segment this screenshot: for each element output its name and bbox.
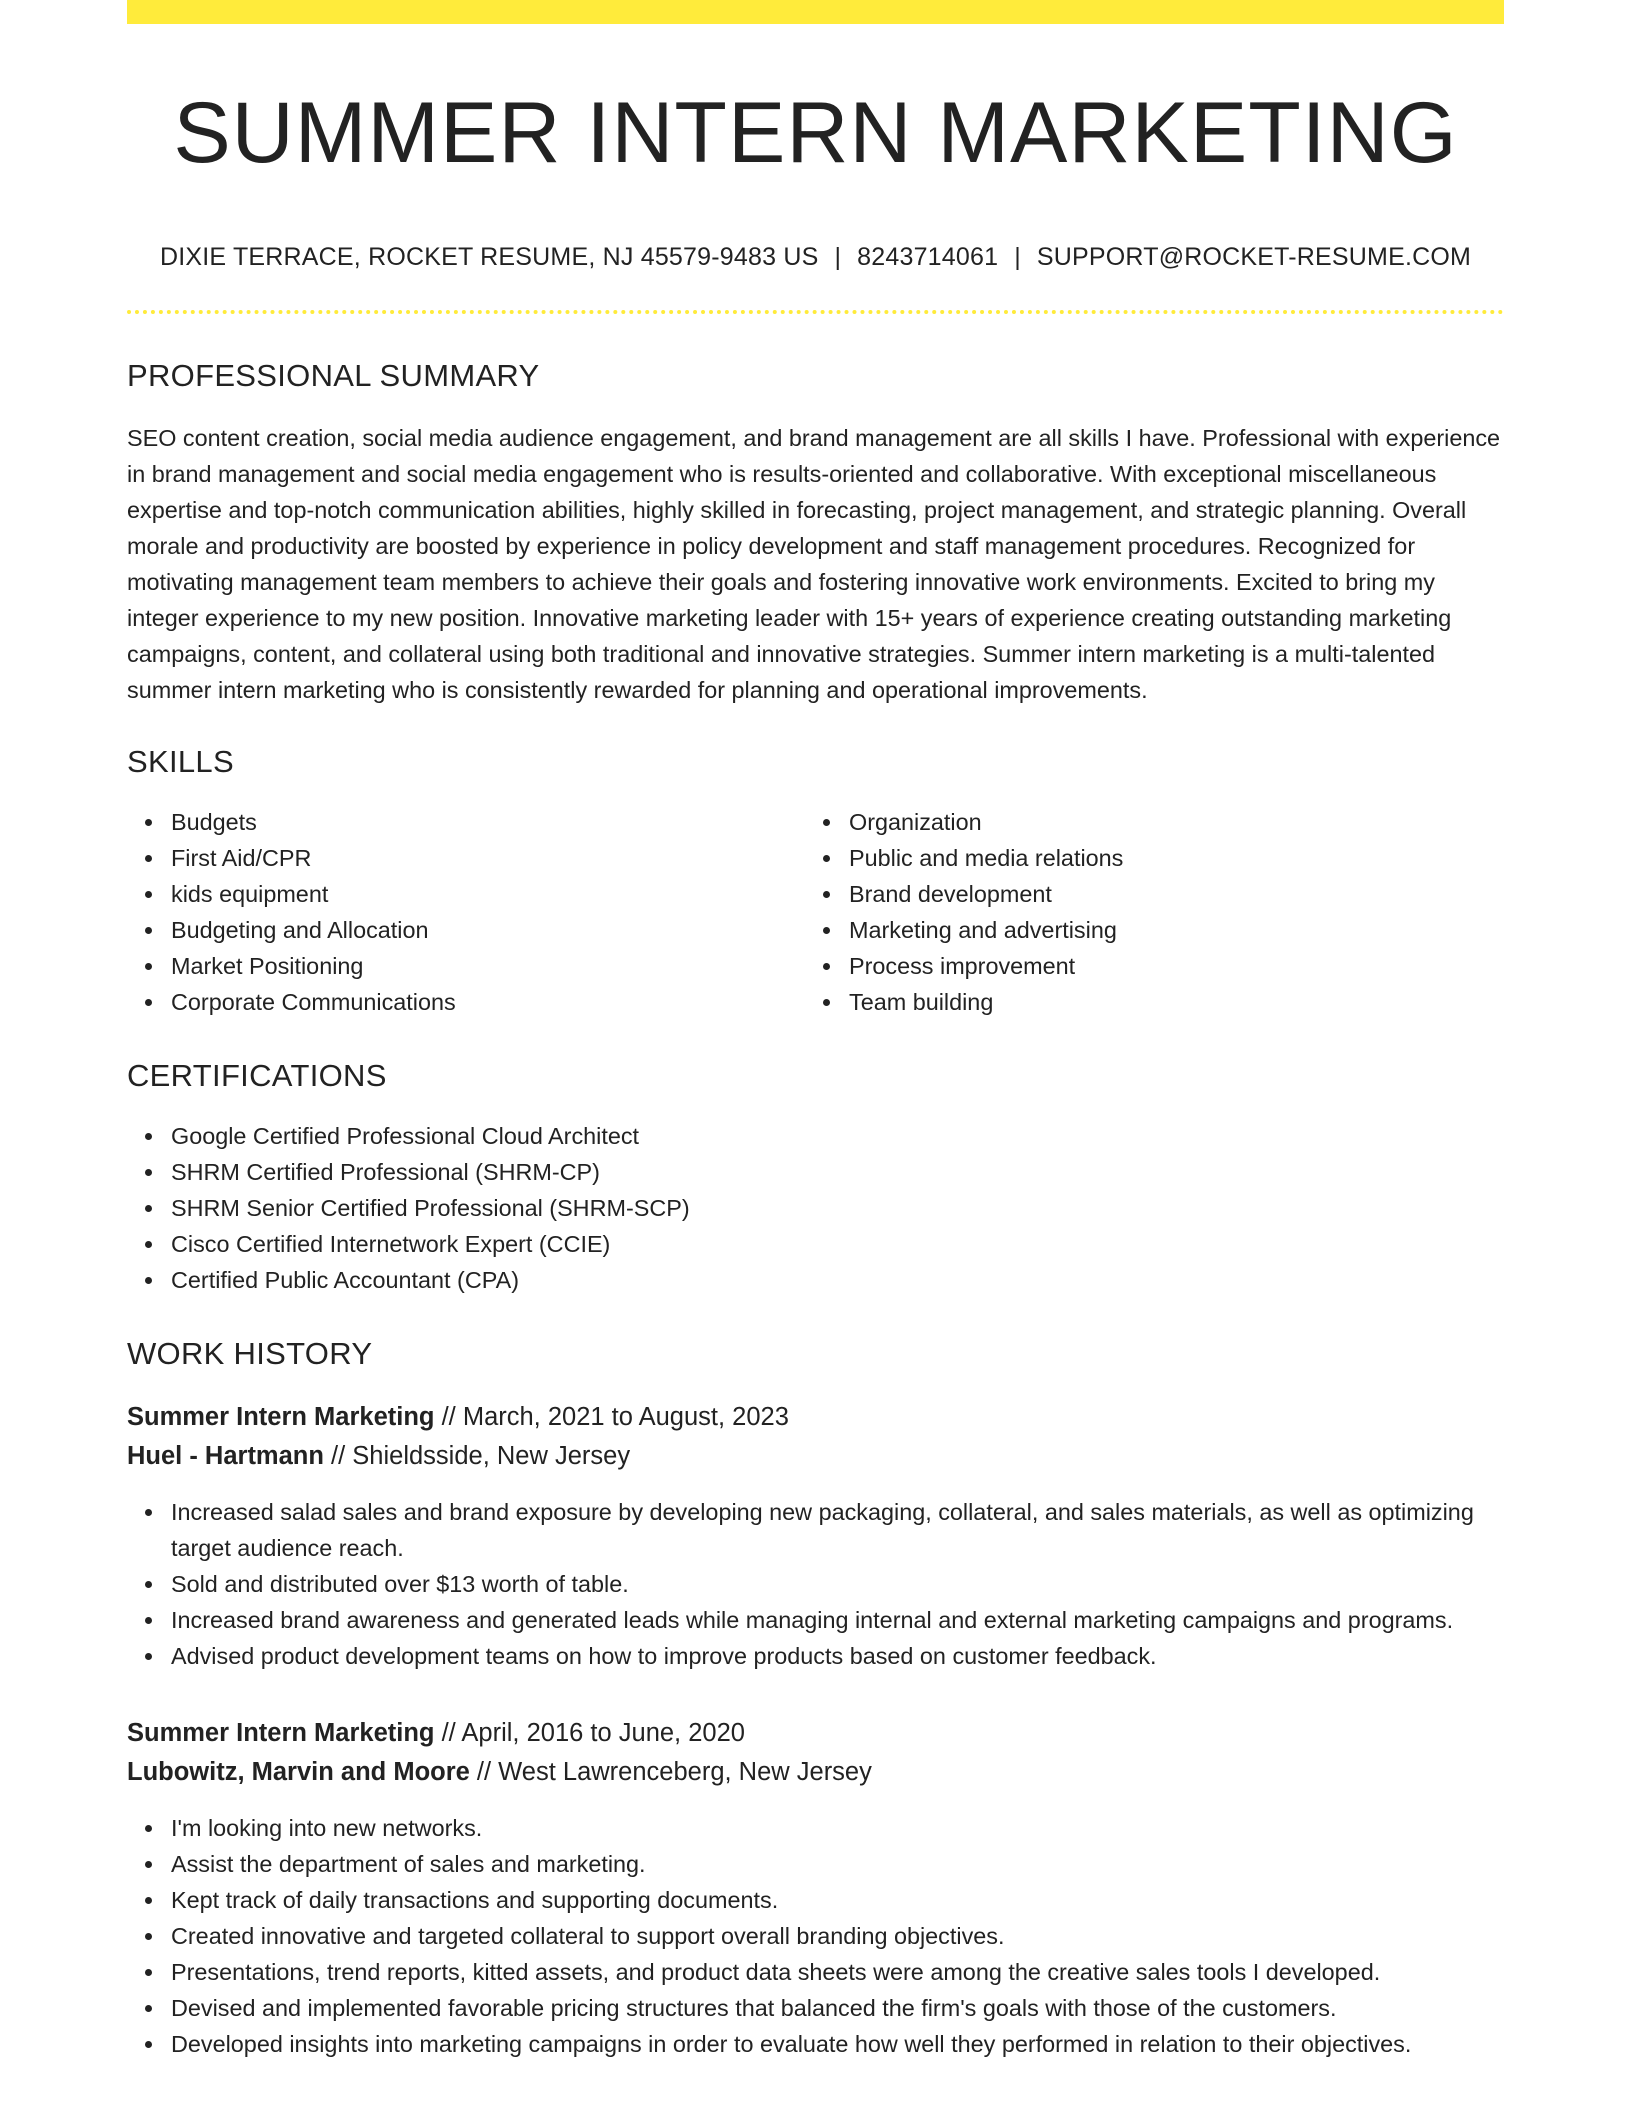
job-duty-item: I'm looking into new networks. [171,1810,1504,1846]
contact-phone: 8243714061 [857,242,999,271]
job-company: Lubowitz, Marvin and Moore [127,1757,470,1786]
job-entry [127,1398,1504,1674]
job-header [127,1714,1504,1792]
skills-column-left [127,804,805,1020]
job-role: Summer Intern Marketing [127,1402,435,1431]
candidate-name: SUMMER INTERN MARKETING [173,85,1458,181]
certification-item: SHRM Certified Professional (SHRM-CP) [171,1154,1504,1190]
summary-text: SEO content creation, social media audience engagement, and brand management are all skills I have. Professional with experience in brand management and social media engagement who is results-oriented and collaborative. With exceptional miscellaneous expertise and top-notch communication abilities, highly skilled in forecasting, project management, and strategic planning. Overall morale and productivity are boosted by experience in policy development and staff management procedures. Recognized for motivating management team members to achieve their goals and fostering innovative work environments. Excited to bring my integer experience to my new position. Innovative marketing leader with 15+ years of experience creating outstanding marketing campaigns, content, and collateral using both traditional and innovative strategies. Summer intern marketing is a multi-talented summer intern marketing who is consistently rewarded for planning and operational improvements. [127,424,1501,703]
skill-item: Marketing and advertising [849,912,1483,948]
skill-item: kids equipment [171,876,805,912]
certifications-heading: CERTIFICATIONS [127,1057,387,1093]
job-duty-item: Presentations, trend reports, kitted assets, and product data sheets were among the creative sales tools I developed. [171,1954,1504,1990]
skill-item: Market Positioning [171,948,805,984]
job-dates: // April, 2016 to June, 2020 [434,1718,745,1747]
contact-separator: | [834,242,842,271]
summary-heading: PROFESSIONAL SUMMARY [127,357,540,393]
job-duty-item: Developed insights into marketing campaigns in order to evaluate how well they performed in relation to their objectives. [171,2026,1504,2062]
job-duties-list [127,1494,1504,1674]
skills-list-left [127,804,805,1020]
contact-separator: | [1014,242,1021,271]
skills-grid [127,804,1504,1020]
job-duty-item: Devised and implemented favorable pricing structures that balanced the firm's goals with those of the customers. [171,1990,1504,2026]
certification-item: Cisco Certified Internetwork Expert (CCIE) [171,1226,1504,1262]
contact-address: DIXIE TERRACE, ROCKET RESUME, NJ 45579-9483 US [159,242,819,271]
skill-item: Process improvement [849,948,1483,984]
contact-email: SUPPORT@ROCKET-RESUME.COM [1036,242,1472,271]
skills-list-right [805,804,1483,1020]
certification-item: SHRM Senior Certified Professional (SHRM-SCP) [171,1190,1504,1226]
skill-item: Budgets [171,804,805,840]
certifications-list [127,1118,1504,1298]
contact-line [127,243,1504,272]
job-entry [127,1714,1504,2062]
job-location: // West Lawrenceberg, New Jersey [469,1757,872,1786]
accent-top-bar [127,0,1504,24]
job-duty-item: Sold and distributed over $13 worth of table. [171,1566,1504,1602]
skill-item: Organization [849,804,1483,840]
job-company-line [127,1753,1504,1792]
job-dates: // March, 2021 to August, 2023 [434,1402,789,1431]
skill-item: Corporate Communications [171,984,805,1020]
skill-item: Budgeting and Allocation [171,912,805,948]
skills-heading: SKILLS [127,743,234,779]
certification-item: Google Certified Professional Cloud Architect [171,1118,1504,1154]
job-duties-list [127,1810,1504,2062]
job-duty-item: Increased salad sales and brand exposure by developing new packaging, collateral, and sales materials, as well as optimizing target audience reach. [171,1494,1504,1566]
job-duty-item: Created innovative and targeted collateral to support overall branding objectives. [171,1918,1504,1954]
job-duty-item: Kept track of daily transactions and supporting documents. [171,1882,1504,1918]
job-title-line [127,1398,1504,1437]
job-location: // Shieldsside, New Jersey [323,1441,631,1470]
skill-item: Team building [849,984,1483,1020]
work-history-heading: WORK HISTORY [127,1335,373,1371]
skill-item: Public and media relations [849,840,1483,876]
job-company-line [127,1437,1504,1476]
job-header [127,1398,1504,1476]
resume-page [127,0,1504,2062]
job-title-line [127,1714,1504,1753]
job-role: Summer Intern Marketing [127,1718,435,1747]
job-duty-item: Assist the department of sales and marketing. [171,1846,1504,1882]
dotted-divider [127,310,1504,314]
skill-item: First Aid/CPR [171,840,805,876]
skill-item: Brand development [849,876,1483,912]
job-duty-item: Advised product development teams on how to improve products based on customer feedback. [171,1638,1504,1674]
job-duty-item: Increased brand awareness and generated leads while managing internal and external marketing campaigns and programs. [171,1602,1504,1638]
skills-column-right [805,804,1483,1020]
job-company: Huel - Hartmann [127,1441,324,1470]
certification-item: Certified Public Accountant (CPA) [171,1262,1504,1298]
